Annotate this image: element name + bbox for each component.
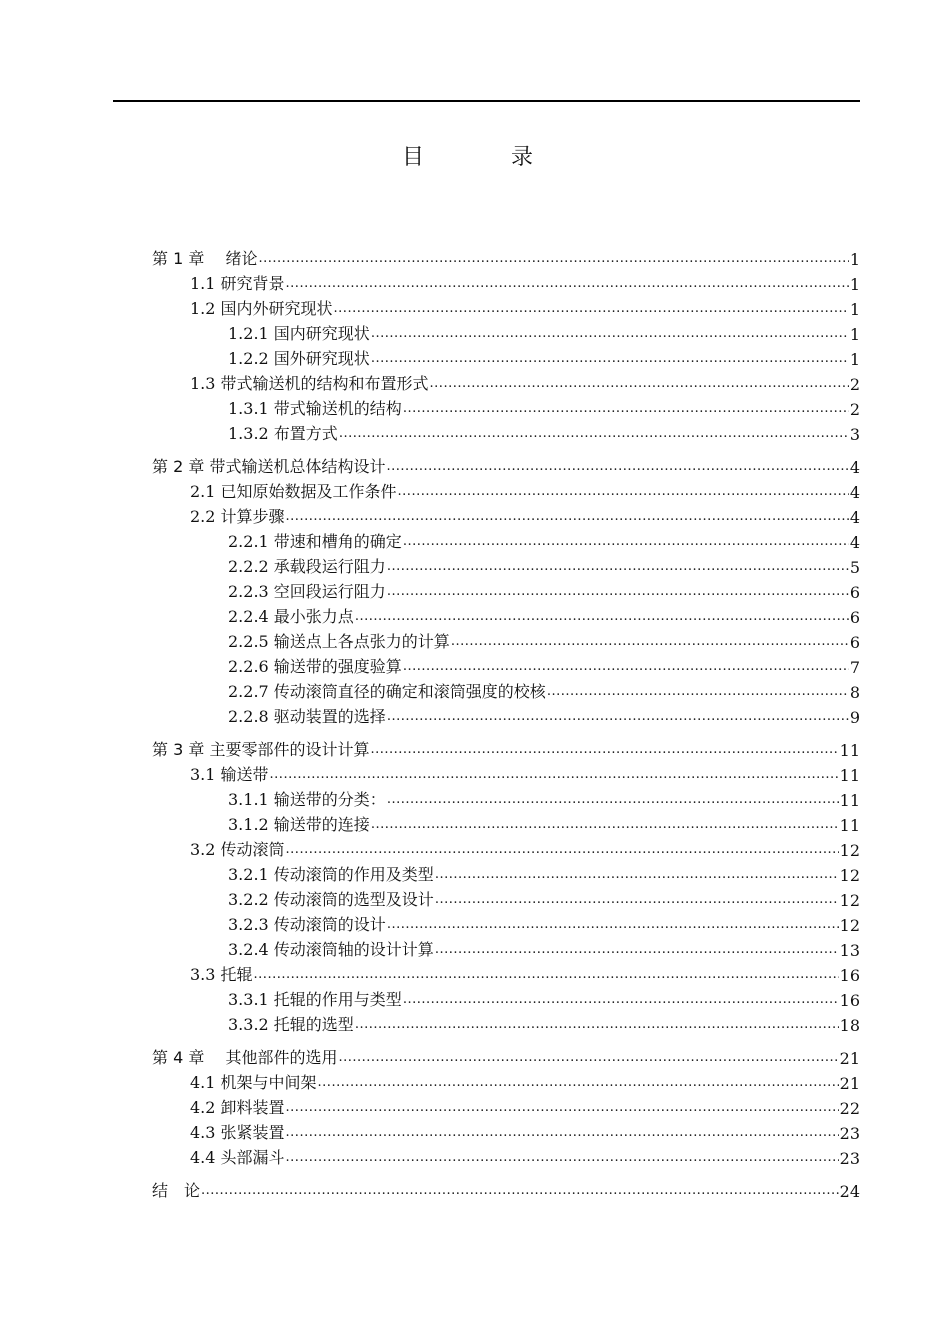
toc-subsection-entry[interactable] — [152, 419, 860, 444]
toc-entry-label: 3.1 输送带 — [190, 765, 269, 784]
toc-page-number: 12 — [839, 841, 860, 860]
toc-subsection-entry[interactable] — [152, 860, 860, 885]
toc-page-number: 4 — [849, 458, 860, 477]
toc-page-number: 1 — [849, 300, 860, 319]
toc-subsection-entry[interactable] — [152, 319, 860, 344]
toc-section-entry[interactable] — [152, 477, 860, 502]
toc-chapter-entry[interactable] — [152, 735, 860, 760]
toc-subsection-entry[interactable] — [152, 527, 860, 552]
toc-leader-dots — [371, 351, 849, 369]
toc-entry-label: 1.3 带式输送机的结构和布置形式 — [190, 374, 429, 393]
toc-subsection-entry[interactable] — [152, 394, 860, 419]
toc-entry-label: 第 3 章 主要零部件的设计计算 — [152, 740, 370, 759]
toc-group — [152, 1176, 860, 1201]
table-of-contents — [152, 244, 860, 1209]
toc-section-entry[interactable] — [152, 835, 860, 860]
toc-page-number: 1 — [849, 275, 860, 294]
toc-entry-label: 1.1 研究背景 — [190, 274, 285, 293]
toc-leader-dots — [201, 1183, 839, 1201]
toc-leader-dots — [387, 584, 849, 602]
toc-chapter-entry[interactable] — [152, 244, 860, 269]
toc-leader-dots — [387, 559, 849, 577]
toc-leader-dots — [286, 276, 849, 294]
toc-page-number: 3 — [849, 425, 860, 444]
toc-leader-dots — [547, 684, 849, 702]
toc-leader-dots — [403, 992, 839, 1010]
toc-page-number: 21 — [839, 1049, 860, 1068]
toc-entry-label: 3.3.2 托辊的选型 — [228, 1015, 354, 1034]
toc-entry-label: 2.2.4 最小张力点 — [228, 607, 354, 626]
toc-section-entry[interactable] — [152, 369, 860, 394]
toc-subsection-entry[interactable] — [152, 885, 860, 910]
toc-leader-dots — [286, 1150, 839, 1168]
toc-section-entry[interactable] — [152, 1093, 860, 1118]
toc-page-number: 16 — [839, 991, 860, 1010]
toc-entry-label: 2.1 已知原始数据及工作条件 — [190, 482, 397, 501]
toc-page-number: 4 — [849, 533, 860, 552]
toc-leader-dots — [435, 892, 839, 910]
toc-section-entry[interactable] — [152, 960, 860, 985]
toc-subsection-entry[interactable] — [152, 602, 860, 627]
toc-page-number: 2 — [849, 400, 860, 419]
toc-entry-label: 2.2.7 传动滚筒直径的确定和滚筒强度的校核 — [228, 682, 546, 701]
toc-leader-dots — [387, 709, 849, 727]
toc-section-entry[interactable] — [152, 1118, 860, 1143]
toc-leader-dots — [258, 251, 848, 269]
toc-page-number: 16 — [839, 966, 860, 985]
toc-entry-label: 2.2.1 带速和槽角的确定 — [228, 532, 402, 551]
toc-section-entry[interactable] — [152, 294, 860, 319]
toc-section-entry[interactable] — [152, 1068, 860, 1093]
toc-leader-dots — [386, 459, 848, 477]
toc-page-number: 23 — [839, 1149, 860, 1168]
toc-leader-dots — [403, 659, 849, 677]
toc-group — [152, 244, 860, 444]
toc-entry-label: 3.3 托辊 — [190, 965, 253, 984]
toc-entry-label: 4.2 卸料装置 — [190, 1098, 285, 1117]
toc-page-number: 12 — [839, 891, 860, 910]
toc-subsection-entry[interactable] — [152, 1010, 860, 1035]
toc-subsection-entry[interactable] — [152, 652, 860, 677]
toc-page-number: 4 — [849, 483, 860, 502]
toc-leader-dots — [286, 1100, 839, 1118]
toc-entry-label: 4.4 头部漏斗 — [190, 1148, 285, 1167]
toc-entry-label: 2.2.3 空回段运行阻力 — [228, 582, 386, 601]
toc-entry-label: 第 2 章 带式输送机总体结构设计 — [152, 457, 386, 476]
toc-page-number: 11 — [839, 741, 860, 760]
toc-page-number: 11 — [839, 791, 860, 810]
toc-entry-label: 1.2.1 国内研究现状 — [228, 324, 370, 343]
toc-leader-dots — [430, 376, 849, 394]
toc-subsection-entry[interactable] — [152, 985, 860, 1010]
toc-page-number: 4 — [849, 508, 860, 527]
toc-chapter-entry[interactable] — [152, 1176, 860, 1201]
toc-page-number: 11 — [839, 766, 860, 785]
toc-entry-label: 4.3 张紧装置 — [190, 1123, 285, 1142]
toc-page-number: 24 — [839, 1182, 860, 1201]
toc-chapter-entry[interactable] — [152, 452, 860, 477]
toc-page-number: 13 — [839, 941, 860, 960]
toc-subsection-entry[interactable] — [152, 627, 860, 652]
toc-leader-dots — [339, 426, 849, 444]
toc-entry-label: 3.2.1 传动滚筒的作用及类型 — [228, 865, 434, 884]
toc-entry-label: 第 1 章 绪论 — [152, 249, 258, 268]
toc-entry-label: 3.1.2 输送带的连接 — [228, 815, 370, 834]
toc-leader-dots — [270, 767, 839, 785]
toc-entry-label: 2.2.8 驱动装置的选择 — [228, 707, 386, 726]
toc-leader-dots — [286, 842, 839, 860]
toc-entry-label: 1.3.1 带式输送机的结构 — [228, 399, 402, 418]
toc-page-number: 22 — [839, 1099, 860, 1118]
toc-page-number: 18 — [839, 1016, 860, 1035]
toc-entry-label: 结 论 — [152, 1181, 201, 1200]
toc-leader-dots — [371, 326, 849, 344]
toc-page-number: 9 — [849, 708, 860, 727]
header-rule — [113, 100, 860, 102]
toc-leader-dots — [435, 942, 839, 960]
toc-subsection-entry[interactable] — [152, 702, 860, 727]
toc-entry-label: 第 4 章 其他部件的选用 — [152, 1048, 338, 1067]
toc-subsection-entry[interactable] — [152, 910, 860, 935]
toc-page-number: 6 — [849, 583, 860, 602]
toc-subsection-entry[interactable] — [152, 785, 860, 810]
toc-entry-label: 3.2.2 传动滚筒的选型及设计 — [228, 890, 434, 909]
toc-leader-dots — [451, 634, 849, 652]
toc-page-number: 21 — [839, 1074, 860, 1093]
page-title: 目 录 — [402, 145, 573, 170]
toc-group — [152, 1043, 860, 1168]
toc-page-number: 6 — [849, 633, 860, 652]
toc-subsection-entry[interactable] — [152, 552, 860, 577]
toc-leader-dots — [286, 1125, 839, 1143]
toc-page-number: 12 — [839, 866, 860, 885]
toc-leader-dots — [398, 484, 849, 502]
toc-entry-label: 2.2.5 输送点上各点张力的计算 — [228, 632, 450, 651]
toc-leader-dots — [371, 817, 839, 835]
toc-page-number: 12 — [839, 916, 860, 935]
toc-leader-dots — [403, 401, 849, 419]
toc-subsection-entry[interactable] — [152, 677, 860, 702]
toc-page-number: 7 — [849, 658, 860, 677]
toc-chapter-entry[interactable] — [152, 1043, 860, 1068]
toc-entry-label: 2.2 计算步骤 — [190, 507, 285, 526]
toc-leader-dots — [387, 792, 839, 810]
toc-section-entry[interactable] — [152, 269, 860, 294]
toc-entry-label: 1.3.2 布置方式 — [228, 424, 338, 443]
toc-entry-label: 3.2.3 传动滚筒的设计 — [228, 915, 386, 934]
toc-page-number: 6 — [849, 608, 860, 627]
toc-leader-dots — [286, 509, 849, 527]
toc-entry-label: 4.1 机架与中间架 — [190, 1073, 317, 1092]
toc-leader-dots — [355, 1017, 839, 1035]
toc-leader-dots — [387, 917, 839, 935]
toc-page-number: 1 — [849, 250, 860, 269]
toc-leader-dots — [338, 1050, 838, 1068]
toc-group — [152, 452, 860, 727]
toc-subsection-entry[interactable] — [152, 935, 860, 960]
toc-section-entry[interactable] — [152, 1143, 860, 1168]
toc-leader-dots — [254, 967, 839, 985]
toc-leader-dots — [334, 301, 849, 319]
toc-subsection-entry[interactable] — [152, 577, 860, 602]
toc-section-entry[interactable] — [152, 502, 860, 527]
toc-page-number: 5 — [849, 558, 860, 577]
toc-section-entry[interactable] — [152, 760, 860, 785]
toc-leader-dots — [318, 1075, 839, 1093]
toc-page-number: 23 — [839, 1124, 860, 1143]
toc-entry-label: 1.2.2 国外研究现状 — [228, 349, 370, 368]
toc-subsection-entry[interactable] — [152, 810, 860, 835]
toc-page-number: 8 — [849, 683, 860, 702]
toc-entry-label: 2.2.2 承载段运行阻力 — [228, 557, 386, 576]
toc-page-number: 2 — [849, 375, 860, 394]
toc-entry-label: 1.2 国内外研究现状 — [190, 299, 333, 318]
toc-leader-dots — [355, 609, 849, 627]
toc-leader-dots — [403, 534, 849, 552]
toc-entry-label: 3.2.4 传动滚筒轴的设计计算 — [228, 940, 434, 959]
toc-page-number: 11 — [839, 816, 860, 835]
toc-entry-label: 3.3.1 托辊的作用与类型 — [228, 990, 402, 1009]
toc-group — [152, 735, 860, 1035]
toc-leader-dots — [435, 867, 839, 885]
toc-entry-label: 2.2.6 输送带的强度验算 — [228, 657, 402, 676]
toc-entry-label: 3.2 传动滚筒 — [190, 840, 285, 859]
toc-page-number: 1 — [849, 325, 860, 344]
toc-entry-label: 3.1.1 输送带的分类： — [228, 790, 386, 809]
toc-leader-dots — [370, 742, 838, 760]
toc-subsection-entry[interactable] — [152, 344, 860, 369]
toc-page-number: 1 — [849, 350, 860, 369]
